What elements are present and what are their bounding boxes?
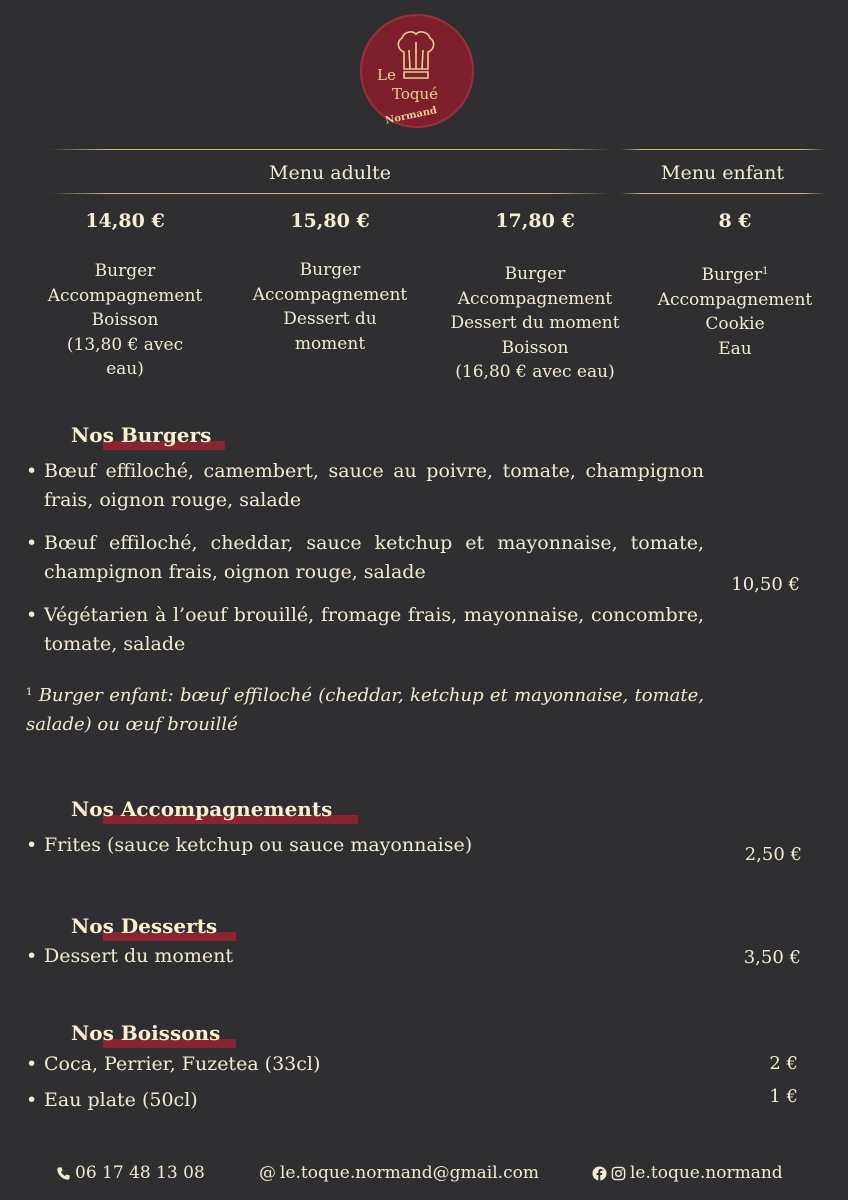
menu-price-2: 15,80 € (290, 210, 370, 232)
at-icon: @ (259, 1163, 276, 1183)
sides-list (26, 831, 704, 860)
logo-text-le: Le (377, 66, 396, 84)
list-item: • Eau plate (50cl) (26, 1086, 704, 1115)
menu-items-2 (240, 258, 420, 356)
burger-price: 10,50 € (731, 574, 800, 595)
list-item: • Végétarien à l’oeuf brouillé, fromage frais, mayonnaise, concombre, tomate, salade (26, 601, 704, 659)
sides-price: 2,50 € (744, 844, 802, 865)
menu-item: Accompagnement (252, 284, 408, 305)
menu-adult-title: Menu adulte (269, 162, 391, 184)
footer-email[interactable] (259, 1163, 539, 1183)
list-item: • Frites (sauce ketchup ou sauce mayonnaise) (26, 831, 704, 860)
list-item: • Bœuf effiloché, cheddar, sauce ketchup et mayonnaise, tomate, champignon frais, oignon rouge, salade (26, 529, 704, 587)
menu-price-4: 8 € (718, 210, 752, 232)
section-title-sides: Nos Accompagnements (71, 797, 332, 821)
menu-item: Eau (718, 338, 752, 359)
restaurant-logo (358, 12, 476, 130)
menu-item: Accompagnement (47, 285, 203, 306)
drink-price-2: 1 € (769, 1086, 798, 1107)
menu-child-title: Menu enfant (661, 162, 784, 184)
list-item: • Coca, Perrier, Fuzetea (33cl) (26, 1050, 704, 1079)
drink-price-1: 2 € (769, 1053, 798, 1074)
footnote-mark: 1 (762, 266, 769, 277)
logo-text-toque: Toqué (392, 85, 439, 103)
menu-rule-bottom-adult (50, 193, 610, 194)
menu-item: Burger$^1$ (701, 265, 769, 285)
menu-item: (16,80 € avec eau) (455, 362, 615, 382)
section-title-desserts: Nos Desserts (71, 914, 217, 938)
footer-social[interactable] (592, 1163, 783, 1183)
burger-list (26, 457, 704, 659)
drinks-list (26, 1050, 704, 1115)
logo-text-normand: Normand (384, 105, 438, 127)
menu-item: (13,80 € avec (66, 334, 184, 355)
menu-rule-bottom-child (620, 193, 825, 194)
list-item: • Dessert du moment (26, 942, 704, 971)
menu-item: moment (294, 333, 366, 354)
menu-item: eau) (106, 359, 144, 379)
footnote-mark: 1 (26, 687, 33, 698)
menu-item: Accompagnement (457, 288, 613, 309)
menu-items-1 (35, 259, 215, 382)
section-title-burgers: Nos Burgers (71, 423, 211, 447)
menu-item: Boisson (91, 310, 159, 330)
facebook-icon (592, 1166, 607, 1181)
menu-item: Burger (299, 260, 361, 280)
menu-price-3: 17,80 € (495, 210, 575, 232)
menu-items-3 (440, 262, 630, 385)
social-handle: le.toque.normand (630, 1163, 783, 1183)
menu-item: Boisson (501, 337, 569, 358)
desserts-list (26, 942, 704, 971)
phone-number: 06 17 48 13 08 (75, 1163, 205, 1183)
menu-item: Cookie (705, 314, 765, 334)
menu-item: Dessert du moment (450, 313, 620, 333)
email-address: le.toque.normand@gmail.com (280, 1163, 539, 1183)
menu-items-4 (645, 260, 825, 361)
section-title-drinks: Nos Boissons (71, 1021, 220, 1045)
menu-price-1: 14,80 € (85, 210, 165, 232)
menu-item: Burger (94, 261, 156, 281)
menu-item: Burger (504, 264, 566, 284)
list-item: • Bœuf effiloché, camembert, sauce au poivre, tomate, champignon frais, oignon rouge, salade (26, 457, 704, 515)
desserts-price: 3,50 € (743, 947, 801, 968)
menu-item: Dessert du (283, 309, 377, 329)
menu-item: Accompagnement (657, 289, 813, 310)
footer-phone[interactable] (56, 1163, 205, 1183)
menu-rule-top-adult (50, 149, 610, 150)
instagram-icon (611, 1166, 626, 1181)
menu-rule-top-child (620, 149, 825, 150)
burger-footnote: $^1$ Burger enfant: bœuf effiloché (cheddar, ketchup et mayonnaise, tomate, salade) ou œuf brouillé (26, 685, 704, 735)
logo-emblem (358, 12, 476, 130)
phone-icon (56, 1166, 71, 1181)
